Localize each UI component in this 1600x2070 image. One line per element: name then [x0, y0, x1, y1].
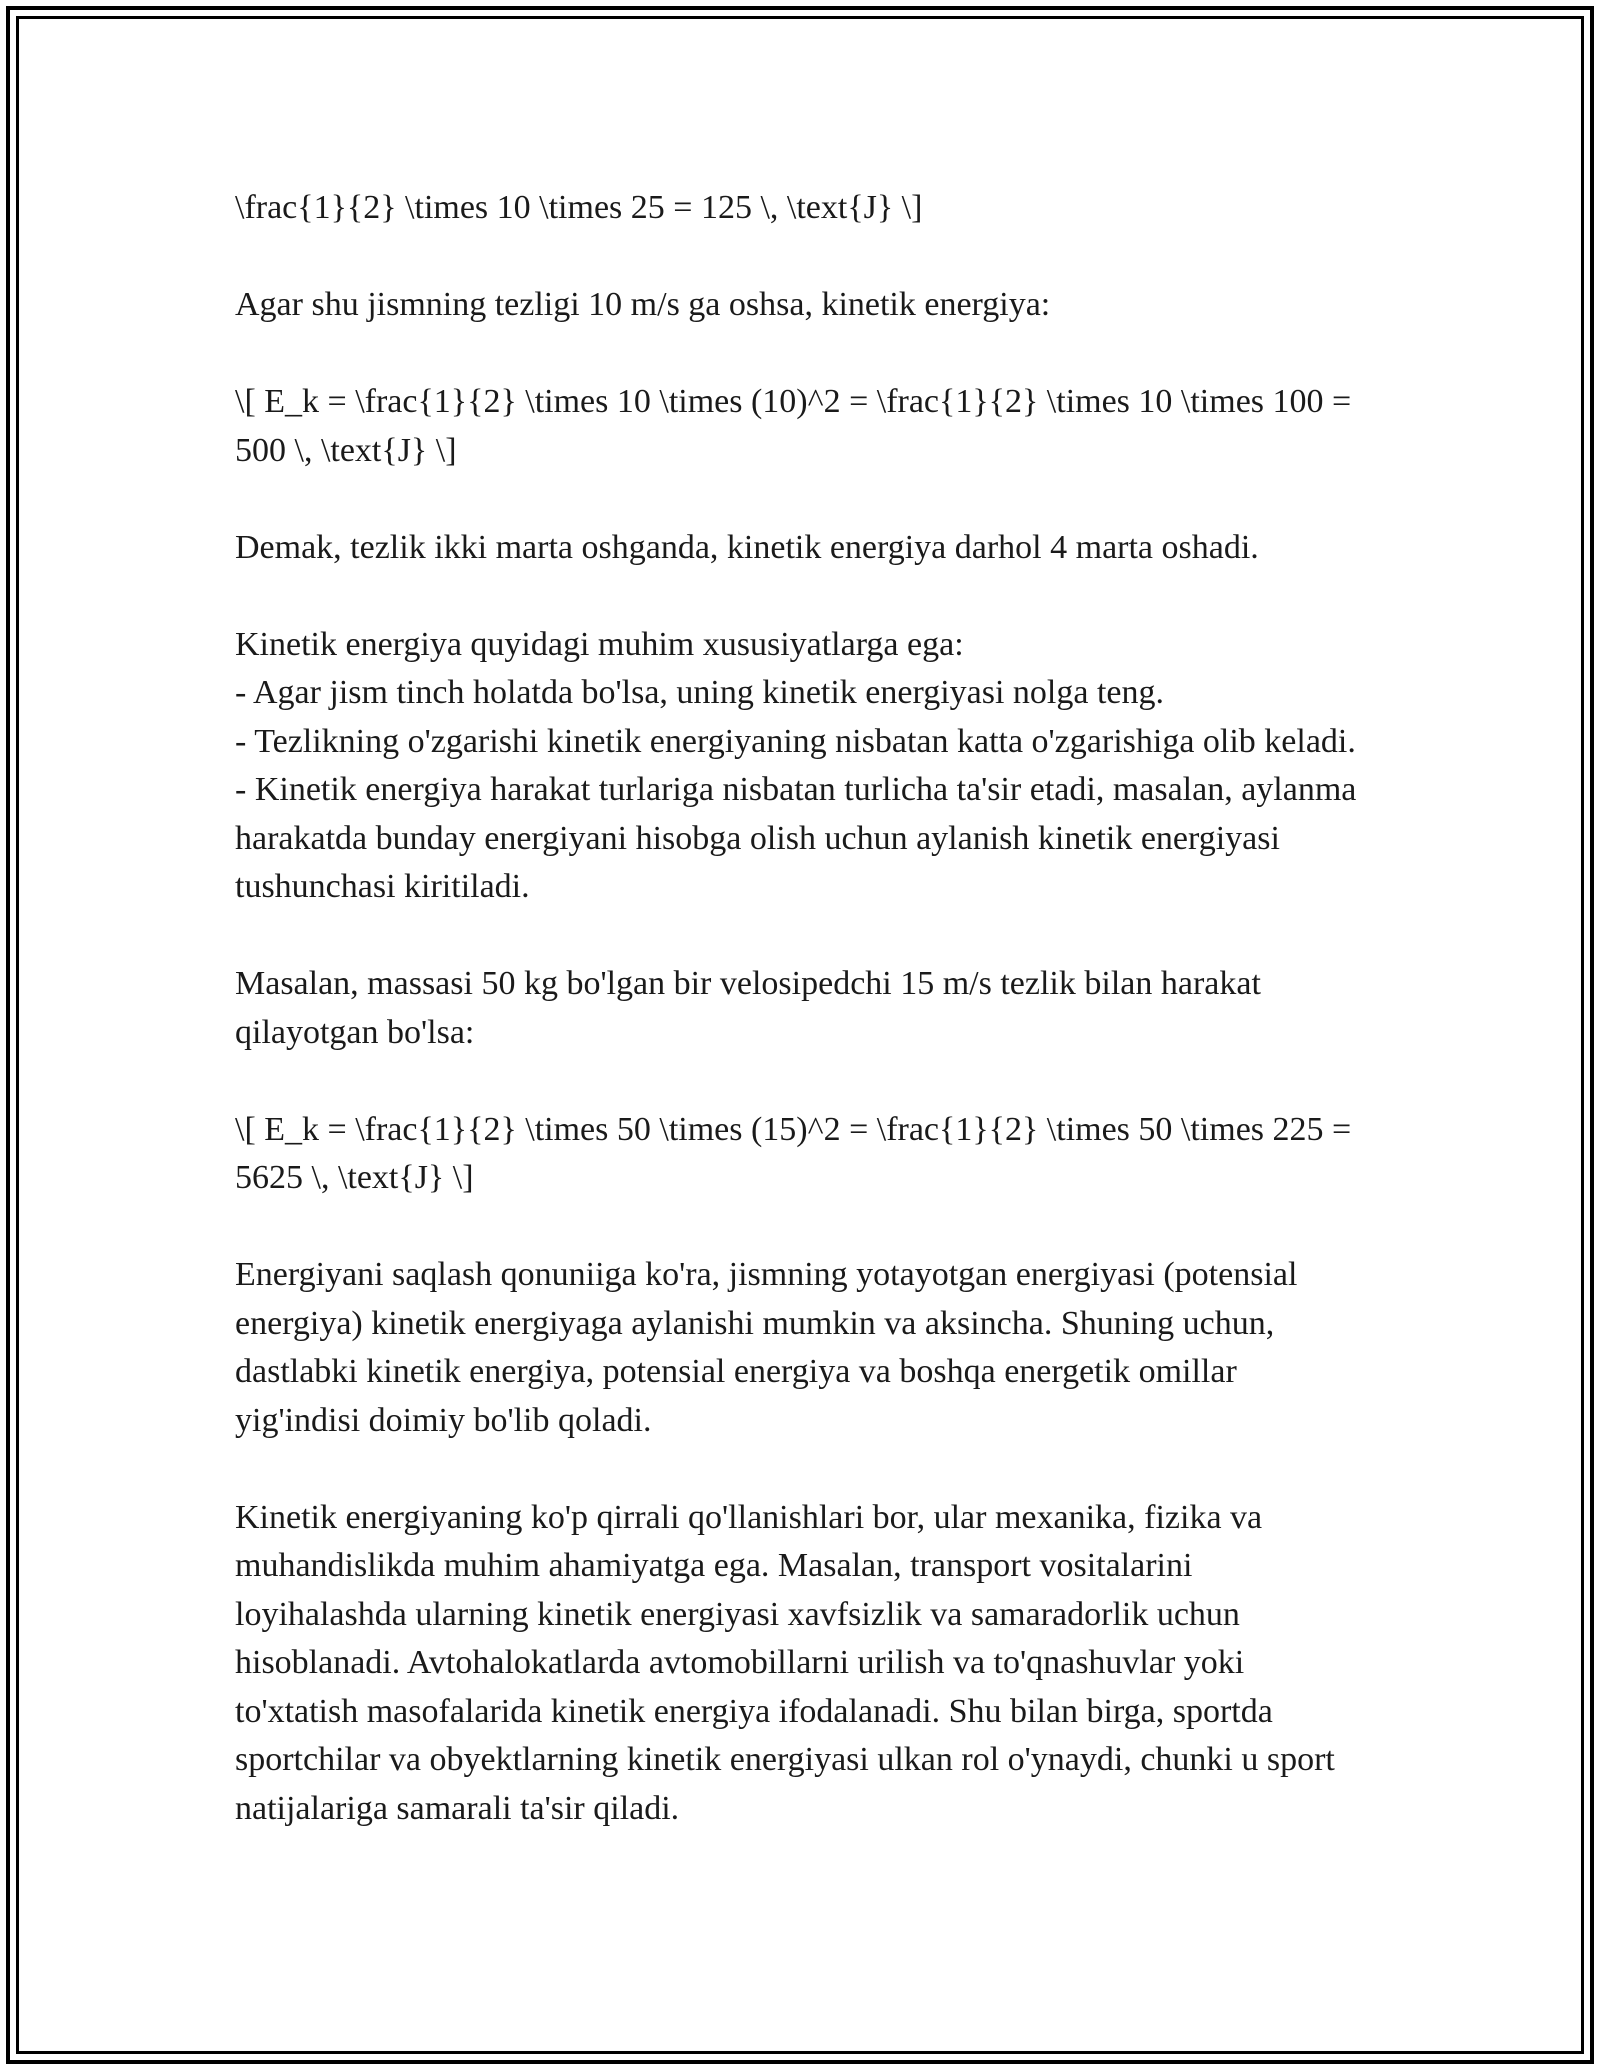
paragraph-gap [235, 475, 1365, 524]
paragraph-applications: Kinetik energiyaning ko'p qirrali qo'llanishlari bor, ular mexanika, fizika va muhandislikda muhim ahamiyatga ega. Masalan, transport vositalarini loyihalashda ularning kinetik energiyasi xavfsizlik va samaradorlik uchun hisoblanadi. Avtohalokatlarda avtomobillarni urilish va to'qnashuvlar yoki to'xtatish masofalarida kinetik energiya ifodalanadi. Shu bilan birga, sportda sportchilar va obyektlarning kinetik energiyasi ulkan rol o'ynaydi, chunki u sport natijalariga samarali ta'sir qiladi. [235, 1498, 1344, 1827]
formula-continuation: \frac{1}{2} \times 10 \times 25 = 125 \, \text{J} \] [235, 189, 923, 226]
properties-list [235, 621, 1365, 912]
paragraph-conclusion: Demak, tezlik ikki marta oshganda, kinetik energiya darhol 4 marta oshadi. [235, 528, 1259, 566]
paragraph-gap [235, 572, 1365, 621]
paragraph-gap [235, 1445, 1365, 1494]
paragraph-speed-increase: Agar shu jismning tezligi 10 m/s ga oshsa, kinetik energiya: [235, 286, 1051, 323]
paragraph-gap [235, 912, 1365, 961]
paragraph-energy-conservation: Energiyani saqlash qonuniiga ko'ra, jismning yotayotgan energiyasi (potensial energiya) kinetik energiyaga aylanishi mumkin va aksincha. Shuning uchun, dastlabki kinetik energiya, potensial energiya va boshqa energetik omillar yig'indisi doimiy bo'lib qoladi. [235, 1256, 1306, 1439]
paragraph-cyclist-example: Masalan, massasi 50 kg bo'lgan bir velosipedchi 15 m/s tezlik bilan harakat qilayotgan bo'lsa: [235, 965, 1270, 1051]
formula-kinetic-energy-2: \[ E_k = \frac{1}{2} \times 50 \times (15)^2 = \frac{1}{2} \times 50 \times 225 = 5625 \, \text{J} \] [235, 1110, 1360, 1196]
properties-heading: Kinetik energiya quyidagi muhim xususiyatlarga ega: [235, 625, 964, 663]
formula-kinetic-energy-1: \[ E_k = \frac{1}{2} \times 10 \times (10)^2 = \frac{1}{2} \times 10 \times 100 = 500 \, \text{J} \] [235, 383, 1360, 469]
paragraph-gap [235, 233, 1365, 282]
list-item: - Agar jism tinch holatda bo'lsa, uning kinetik energiyasi nolga teng. [235, 674, 1164, 711]
list-item: - Tezlikning o'zgarishi kinetik energiyaning nisbatan katta o'zgarishiga olib keladi. [235, 722, 1356, 760]
paragraph-gap [235, 330, 1365, 379]
paragraph-gap [235, 1203, 1365, 1252]
paragraph-gap [235, 1057, 1365, 1106]
list-item: - Kinetik energiya harakat turlariga nisbatan turlicha ta'sir etadi, masalan, aylanma harakatda bunday energiyani hisobga olish uchun aylanish kinetik energiyasi tushunchasi kiritiladi. [235, 771, 1365, 905]
document-body [235, 184, 1365, 1833]
